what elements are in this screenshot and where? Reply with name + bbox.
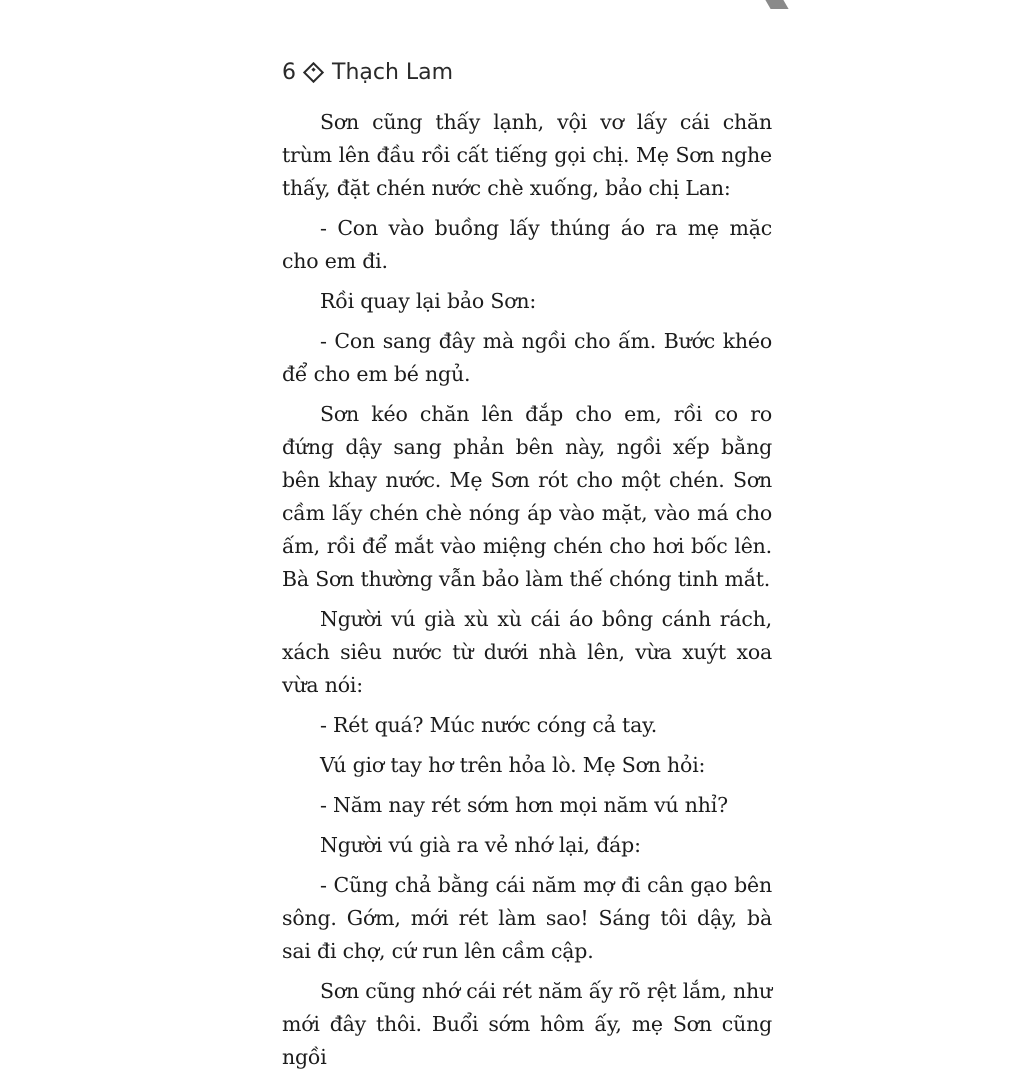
author-name: Thạch Lam bbox=[332, 59, 454, 85]
diamond-ornament-icon bbox=[303, 61, 324, 82]
running-header bbox=[282, 52, 772, 92]
paragraph: Người vú già ra vẻ nhớ lại, đáp: bbox=[320, 833, 641, 857]
paragraph: - Rét quá? Múc nước cóng cả tay. bbox=[320, 713, 658, 737]
paragraph: Sơn cũng nhớ cái rét năm ấy rõ rệt lắm, như mới đây thôi. Buổi sớm hôm ấy, mẹ Sơn cũng ngồi bbox=[282, 979, 772, 1069]
paragraph: Rồi quay lại bảo Sơn: bbox=[320, 289, 537, 313]
book-page bbox=[282, 52, 772, 1081]
paragraph: Sơn cũng thấy lạnh, vội vơ lấy cái chăn trùm lên đầu rồi cất tiếng gọi chị. Mẹ Sơn nghe thấy, đặt chén nước chè xuống, bảo chị Lan: bbox=[282, 110, 772, 200]
paragraph: Vú giơ tay hơ trên hỏa lò. Mẹ Sơn hỏi: bbox=[320, 753, 706, 777]
paragraph: - Cũng chả bằng cái năm mợ đi cân gạo bên sông. Gớm, mới rét làm sao! Sáng tôi dậy, bà sai đi chợ, cứ run lên cầm cập. bbox=[282, 873, 772, 963]
paragraph: - Năm nay rét sớm hơn mọi năm vú nhỉ? bbox=[320, 793, 728, 817]
paragraph: - Con sang đây mà ngồi cho ấm. Bước khéo để cho em bé ngủ. bbox=[282, 329, 772, 386]
page-corner-mark bbox=[765, 0, 788, 9]
paragraph: - Con vào buồng lấy thúng áo ra mẹ mặc cho em đi. bbox=[282, 216, 772, 273]
paragraph: Người vú già xù xù cái áo bông cánh rách, xách siêu nước từ dưới nhà lên, vừa xuýt xoa vừa nói: bbox=[282, 607, 772, 697]
paragraph: Sơn kéo chăn lên đắp cho em, rồi co ro đứng dậy sang phản bên này, ngồi xếp bằng bên khay nước. Mẹ Sơn rót cho một chén. Sơn cầm lấy chén chè nóng áp vào mặt, vào má cho ấm, rồi để mắt vào miệng chén cho hơi bốc lên. Bà Sơn thường vẫn bảo làm thế chóng tinh mắt. bbox=[282, 402, 772, 591]
body-text bbox=[282, 106, 772, 1074]
page-number: 6 bbox=[282, 59, 296, 85]
